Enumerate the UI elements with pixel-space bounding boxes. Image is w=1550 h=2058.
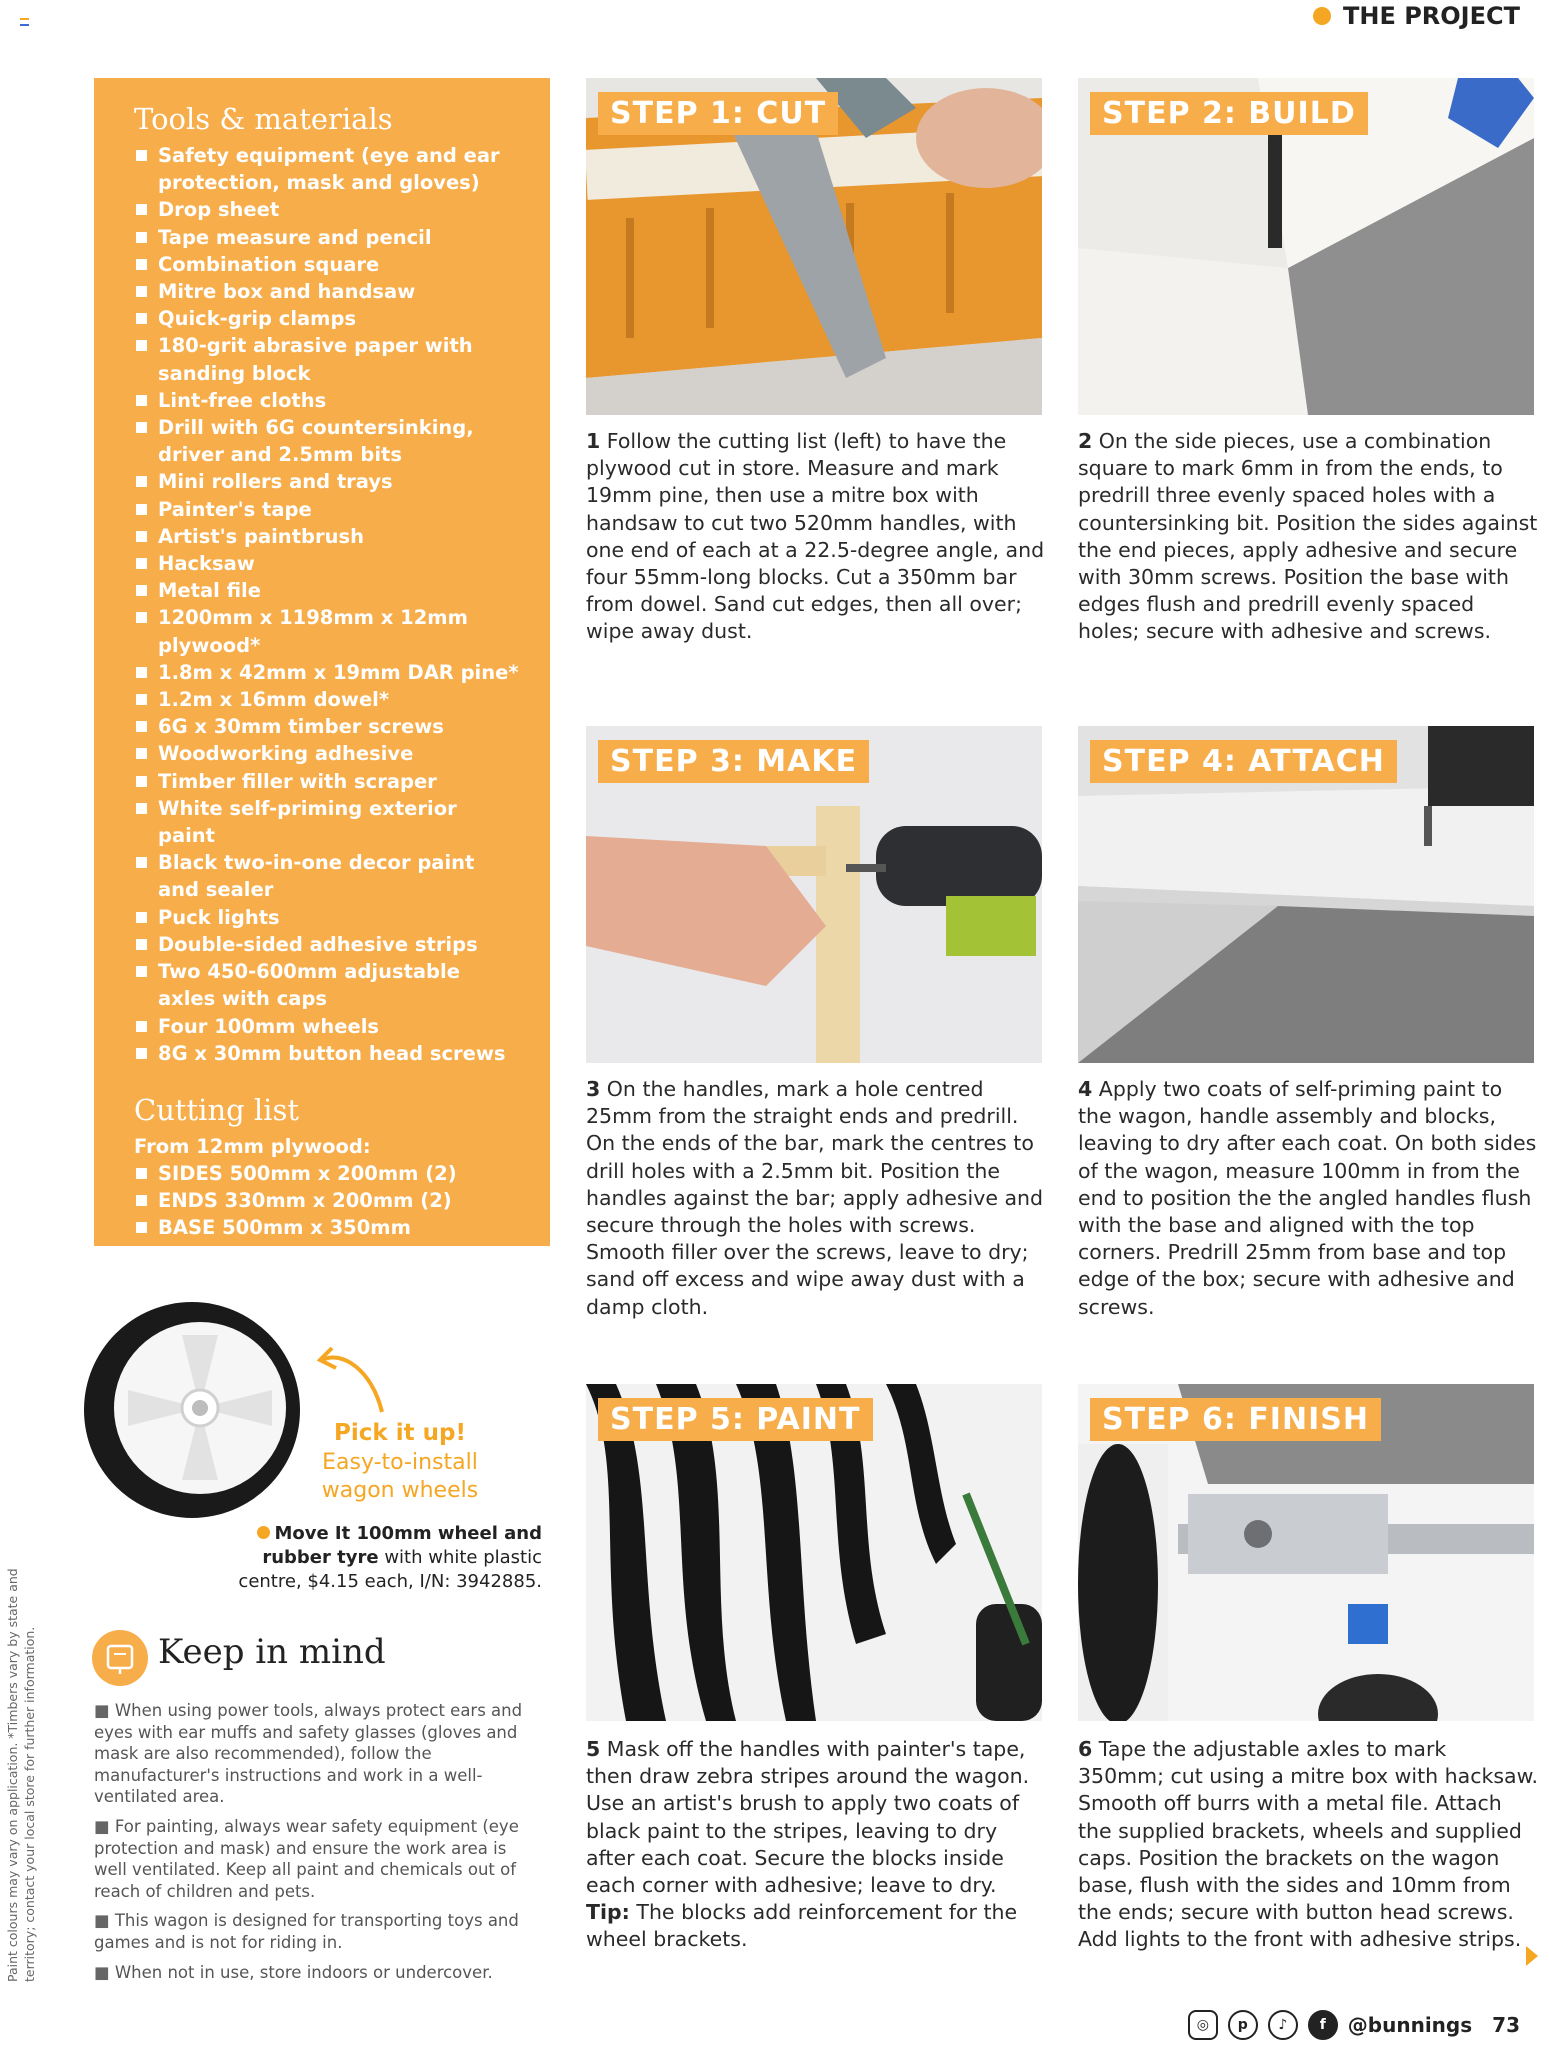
- list-item: 8G x 30mm button head screws: [134, 1040, 520, 1067]
- list-item: Lint-free cloths: [134, 387, 520, 414]
- step-label: STEP 3: MAKE: [598, 740, 869, 783]
- list-item: ■ When using power tools, always protect ears and eyes with ear muffs and safety glasses (gloves and mask are also recommended), follow the manufacturer's instructions and work in a well-ventilated area.: [94, 1700, 534, 1808]
- step-label: STEP 1: CUT: [598, 92, 838, 135]
- instagram-icon[interactable]: ◎: [1188, 2010, 1218, 2040]
- bullet-dot-icon: [257, 1526, 270, 1539]
- list-item: White self-priming exterior paint: [134, 795, 520, 849]
- step-number: 5: [586, 1737, 601, 1761]
- step-2-photo: [1078, 78, 1534, 415]
- step-label: STEP 4: ATTACH: [1090, 740, 1397, 783]
- tools-heading: Tools & materials: [134, 102, 393, 136]
- cutting-list: [134, 1160, 520, 1242]
- step-number: 2: [1078, 429, 1093, 453]
- list-item: Safety equipment (eye and ear protection, mask and gloves): [134, 142, 520, 196]
- list-item: SIDES 500mm x 200mm (2): [134, 1160, 520, 1187]
- list-item: 1200mm x 1198mm x 12mm plywood*: [134, 604, 520, 658]
- step-1-text: [586, 428, 1046, 646]
- product-name: Move It 100mm wheel and rubber tyre: [262, 1523, 542, 1568]
- step-description: Follow the cutting list (left) to have the plywood cut in store. Measure and mark 19mm pine, then use a mitre box with handsaw to cut two 520mm handles, with one end of each at a 22.5-degree angle, and four 55mm-long blocks. Cut a 350mm bar from dowel. Sand cut edges, then all over; wipe away dust.: [586, 429, 1045, 644]
- section-title: THE PROJECT: [1343, 2, 1520, 30]
- list-item: Black two-in-one decor paint and sealer: [134, 849, 520, 903]
- tip-text: The blocks add reinforcement for the wheel brackets.: [586, 1900, 1018, 1952]
- tools-materials-panel: [94, 78, 550, 1246]
- step-description: On the handles, mark a hole centred 25mm from the straight ends and predrill. On the ends of the bar, mark the centres to drill holes with a 2.5mm bit. Position the handles against the bar; apply adhesive and secure through the holes with screws. Smooth filler over the screws, leave to dry; sand off excess and wipe away dust with a damp cloth.: [586, 1077, 1044, 1319]
- list-item: Woodworking adhesive: [134, 740, 520, 767]
- list-item: ■ For painting, always wear safety equipment (eye protection and mask) and ensure the work area is well ventilated. Keep all paint and chemicals out of reach of children and pets.: [94, 1816, 534, 1902]
- step-3-photo: [586, 726, 1042, 1063]
- bullet-dot-icon: [1313, 7, 1331, 25]
- step-description: Tape the adjustable axles to mark 350mm; cut using a mitre box with hacksaw. Smooth off burrs with a metal file. Attach the supplied brackets, wheels and supplied caps. Position the brackets on the wagon base, flush with the sides and 10mm from the ends; secure with button head screws. Add lights to the front with adhesive strips.: [1078, 1737, 1539, 1952]
- keep-in-mind-icon: [92, 1630, 148, 1686]
- keep-in-mind-list: [94, 1700, 534, 1991]
- step-6-photo: [1078, 1384, 1534, 1721]
- list-item: Painter's tape: [134, 496, 520, 523]
- list-item: ■ When not in use, store indoors or undercover.: [94, 1962, 534, 1984]
- step-5-text: [586, 1736, 1046, 1954]
- tiktok-icon[interactable]: ♪: [1268, 2010, 1298, 2040]
- list-item: Tape measure and pencil: [134, 224, 520, 251]
- callout-subtitle-line: wagon wheels: [321, 1478, 479, 1503]
- list-item: Hacksaw: [134, 550, 520, 577]
- step-label: STEP 5: PAINT: [598, 1398, 873, 1441]
- step-number: 1: [586, 429, 601, 453]
- social-handle[interactable]: @bunnings: [1347, 2013, 1473, 2037]
- step-description: On the side pieces, use a combination square to mark 6mm in from the ends, to predrill three evenly spaced holes with a countersinking bit. Position the sides against the end pieces, apply adhesive and secure with 30mm screws. Position the base with edges flush and predrill evenly spaced holes; secure with adhesive and screws.: [1078, 429, 1538, 644]
- list-item: 1.8m x 42mm x 19mm DAR pine*: [134, 659, 520, 686]
- product-caption: [232, 1522, 542, 1594]
- cutting-list-heading: Cutting list: [134, 1092, 299, 1127]
- step-number: 4: [1078, 1077, 1093, 1101]
- list-item: 180-grit abrasive paper with sanding block: [134, 332, 520, 386]
- list-item: Double-sided adhesive strips: [134, 931, 520, 958]
- step-description: Mask off the handles with painter's tape, then draw zebra stripes around the wagon. Use an artist's brush to apply two coats of black paint to the stripes, leaving to dry after each coat. Secure the blocks inside each corner with adhesive; leave to dry.: [586, 1737, 1030, 1898]
- side-disclaimer: Paint colours may vary on application. *Timbers vary by state and territory; contact your local store for further information.: [5, 1568, 37, 1982]
- section-tag: [1313, 2, 1520, 30]
- facebook-icon[interactable]: f: [1308, 2010, 1338, 2040]
- list-item: Metal file: [134, 577, 520, 604]
- list-item: ■ This wagon is designed for transporting toys and games and is not for riding in.: [94, 1910, 534, 1953]
- list-item: Artist's paintbrush: [134, 523, 520, 550]
- corner-mark: [20, 18, 29, 26]
- list-item: Puck lights: [134, 904, 520, 931]
- keep-in-mind-title: Keep in mind: [158, 1632, 386, 1672]
- step-6-text: [1078, 1736, 1538, 1954]
- list-item: ENDS 330mm x 200mm (2): [134, 1187, 520, 1214]
- step-description: Apply two coats of self-priming paint to the wagon, handle assembly and blocks, leaving to dry after each coat. On both sides of the wagon, measure 100mm in from the end to position the the angled handles flush with the base and aligned with the top corners. Predrill 25mm from base and top edge of the box; secure with adhesive and screws.: [1078, 1077, 1537, 1319]
- list-item: Four 100mm wheels: [134, 1013, 520, 1040]
- list-item: Combination square: [134, 251, 520, 278]
- step-1-photo: [586, 78, 1042, 415]
- callout-subtitle-line: Easy-to-install: [322, 1450, 478, 1475]
- step-label: STEP 6: FINISH: [1090, 1398, 1381, 1441]
- cutting-list-subheading: From 12mm plywood:: [134, 1134, 371, 1158]
- product-details: with white plastic centre, $4.15 each, I/N: 3942885.: [238, 1547, 542, 1592]
- list-item: Quick-grip clamps: [134, 305, 520, 332]
- footer: [1188, 2010, 1520, 2040]
- step-4-photo: [1078, 726, 1534, 1063]
- tip-label: Tip:: [586, 1900, 630, 1925]
- list-item: Mitre box and handsaw: [134, 278, 520, 305]
- step-5-photo: [586, 1384, 1042, 1721]
- callout-title: Pick it up!: [334, 1420, 466, 1446]
- list-item: Drill with 6G countersinking, driver and 2.5mm bits: [134, 414, 520, 468]
- list-item: 6G x 30mm timber screws: [134, 713, 520, 740]
- callout-subtitle: [300, 1449, 500, 1505]
- list-item: BASE 500mm x 350mm: [134, 1214, 520, 1241]
- page-number: 73: [1492, 2013, 1520, 2037]
- list-item: Mini rollers and trays: [134, 468, 520, 495]
- step-4-text: [1078, 1076, 1538, 1321]
- step-label: STEP 2: BUILD: [1090, 92, 1368, 135]
- pinterest-icon[interactable]: p: [1228, 2010, 1258, 2040]
- next-page-arrow-icon: [1526, 1946, 1538, 1966]
- step-number: 3: [586, 1077, 601, 1101]
- step-3-text: [586, 1076, 1046, 1321]
- list-item: Two 450-600mm adjustable axles with caps: [134, 958, 520, 1012]
- list-item: Timber filler with scraper: [134, 768, 520, 795]
- step-2-text: [1078, 428, 1538, 646]
- list-item: 1.2m x 16mm dowel*: [134, 686, 520, 713]
- list-item: Drop sheet: [134, 196, 520, 223]
- step-number: 6: [1078, 1737, 1093, 1761]
- tools-list: [134, 142, 520, 1067]
